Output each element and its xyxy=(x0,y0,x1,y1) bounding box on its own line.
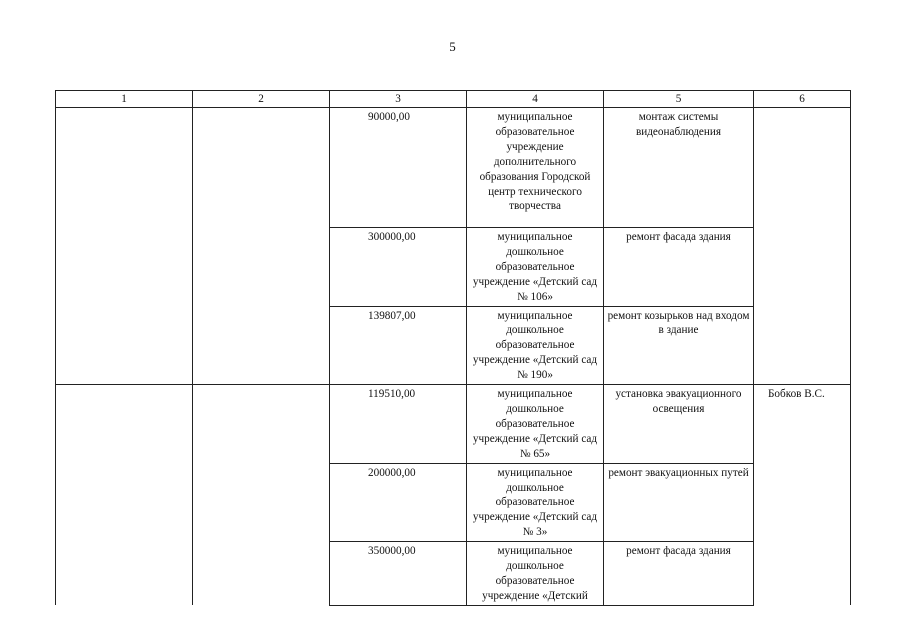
column-header: 3 xyxy=(330,91,467,108)
work-cell: ремонт козырьков над входом в здание xyxy=(604,306,754,385)
col2-cell xyxy=(193,385,330,606)
institution-cell: муниципальное дошкольное образовательное учреждение «Детский сад № 106» xyxy=(467,228,604,307)
page-number: 5 xyxy=(449,39,456,54)
col1-cell xyxy=(56,108,193,385)
amount-cell: 139807,00 xyxy=(330,306,467,385)
column-header: 2 xyxy=(193,91,330,108)
institution-cell: муниципальное образовательное учреждение дополнительного образования Городской центр технического творчества xyxy=(467,108,604,228)
amount-cell: 300000,00 xyxy=(330,228,467,307)
work-cell: ремонт фасада здания xyxy=(604,228,754,307)
column-header: 1 xyxy=(56,91,193,108)
column-header: 5 xyxy=(604,91,754,108)
amount-cell: 119510,00 xyxy=(330,385,467,464)
table-row xyxy=(56,108,851,228)
responsible-cell xyxy=(754,108,851,385)
institution-cell: муниципальное дошкольное образовательное учреждение «Детский сад № 65» xyxy=(467,385,604,464)
institution-cell: муниципальное дошкольное образовательное учреждение «Детский сад № 190» xyxy=(467,306,604,385)
work-cell: ремонт фасада здания xyxy=(604,542,754,606)
table-header-row xyxy=(56,91,851,108)
col1-cell xyxy=(56,385,193,606)
work-cell: ремонт эвакуационных путей xyxy=(604,463,754,542)
amount-cell: 90000,00 xyxy=(330,108,467,228)
column-header: 6 xyxy=(754,91,851,108)
institution-cell: муниципальное дошкольное образовательное учреждение «Детский сад № 3» xyxy=(467,463,604,542)
work-plan-table xyxy=(55,90,851,606)
table-row xyxy=(56,385,851,464)
amount-cell: 200000,00 xyxy=(330,463,467,542)
work-cell: монтаж системы видеонаблюдения xyxy=(604,108,754,228)
responsible-cell: Бобков В.С. xyxy=(754,385,851,606)
col2-cell xyxy=(193,108,330,385)
column-header: 4 xyxy=(467,91,604,108)
amount-cell: 350000,00 xyxy=(330,542,467,606)
institution-cell: муниципальное дошкольное образовательное учреждение «Детский xyxy=(467,542,604,606)
work-cell: установка эвакуационного освещения xyxy=(604,385,754,464)
